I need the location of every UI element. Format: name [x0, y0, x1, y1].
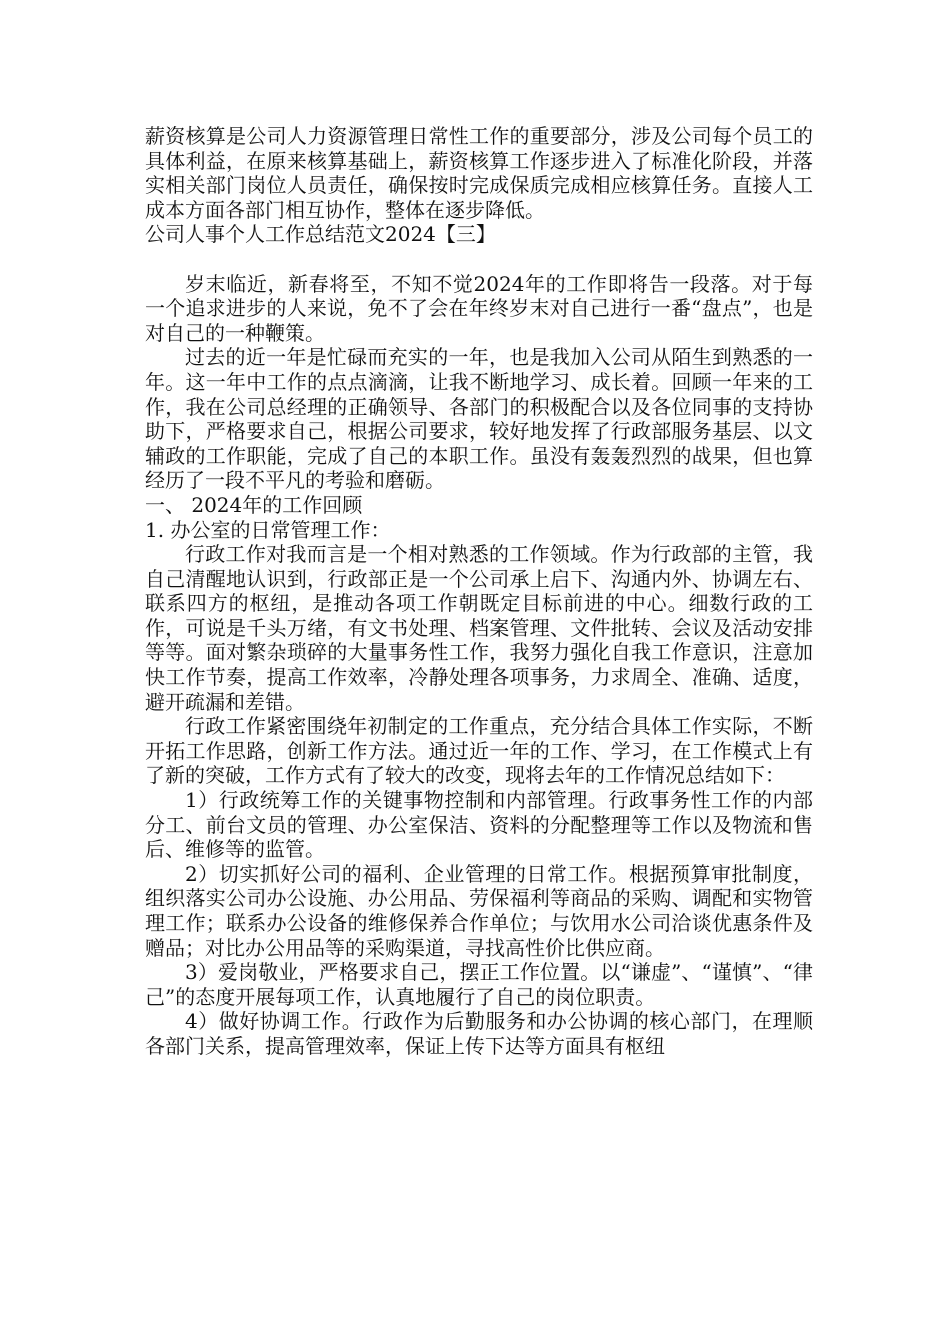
list-item-4: 4）做好协调工作。行政作为后勤服务和办公协调的核心部门，在理顺各部门关系，提高管理效率，保证上传下达等方面具有枢纽 — [145, 1009, 813, 1058]
heading-work-review: 一、 2024年的工作回顾 — [145, 492, 363, 517]
paragraph-past-year: 过去的近一年是忙碌而充实的一年，也是我加入公司从陌生到熟悉的一年。这一年中工作的点点滴滴，让我不断地学习、成长着。回顾一年来的工作，我在公司总经理的正确领导、各部门的积极配合以及各位同事的支持协助下，严格要求自己，根据公司要求，较好地发挥了行政部服务基层、以文辅政的工作职能，完成了自己的本职工作。虽没有轰轰烈烈的战果，但也算经历了一段不平凡的考验和磨砺。 — [145, 345, 813, 493]
list-item-3: 3）爱岗敬业，严格要求自己，摆正工作位置。以“谦虚”、“谨慎”、“律己”的态度开展每项工作，认真地履行了自己的岗位职责。 — [145, 960, 813, 1009]
section-title: 公司人事个人工作总结范文2024【三】 — [145, 222, 496, 247]
list-item-2: 2）切实抓好公司的福利、企业管理的日常工作。根据预算审批制度，组织落实公司办公设施、办公用品、劳保福利等商品的采购、调配和实物管理工作；联系办公设备的维修保养合作单位；与饮用水公司洽谈优惠条件及赠品；对比办公用品等的采购渠道，寻找高性价比供应商。 — [145, 861, 813, 960]
paragraph-year-end: 岁末临近，新春将至，不知不觉2024年的工作即将告一段落。对于每一个追求进步的人来说，免不了会在年终岁末对自己进行一番“盘点”，也是对自己的一种鞭策。 — [145, 271, 813, 345]
blank-line — [145, 247, 813, 272]
paragraph-salary-accounting: 薪资核算是公司人力资源管理日常性工作的重要部分，涉及公司每个员工的具体利益，在原来核算基础上，薪资核算工作逐步进入了标准化阶段，并落实相关部门岗位人员责任，确保按时完成保质完成相应核算任务。直接人工成本方面各部门相互协作，整体在逐步降低。 — [145, 124, 813, 222]
list-item-1: 1）行政统筹工作的关键事物控制和内部管理。行政事务性工作的内部分工、前台文员的管理、办公室保洁、资料的分配整理等工作以及物流和售后、维修等的监管。 — [145, 788, 813, 862]
paragraph-admin-work: 行政工作对我而言是一个相对熟悉的工作领域。作为行政部的主管，我自己清醒地认识到，行政部正是一个公司承上启下、沟通内外、协调左右、联系四方的枢纽，是推动各项工作朝既定目标前进的中心。细数行政的工作，可说是千头万绪，有文书处理、档案管理、文件批转、会议及活动安排等等。面对繁杂琐碎的大量事务性工作，我努力强化自我工作意识，注意加快工作节奏，提高工作效率，冷静处理各项事务，力求周全、准确、适度，避开疏漏和差错。 — [145, 542, 813, 714]
paragraph-work-focus: 行政工作紧密围绕年初制定的工作重点，充分结合具体工作实际，不断开拓工作思路，创新工作方法。通过近一年的工作、学习，在工作模式上有了新的突破，工作方式有了较大的改变，现将去年的工作情况总结如下： — [145, 714, 813, 788]
document-body — [145, 124, 813, 1059]
heading-office-management: 1. 办公室的日常管理工作： — [145, 517, 391, 542]
